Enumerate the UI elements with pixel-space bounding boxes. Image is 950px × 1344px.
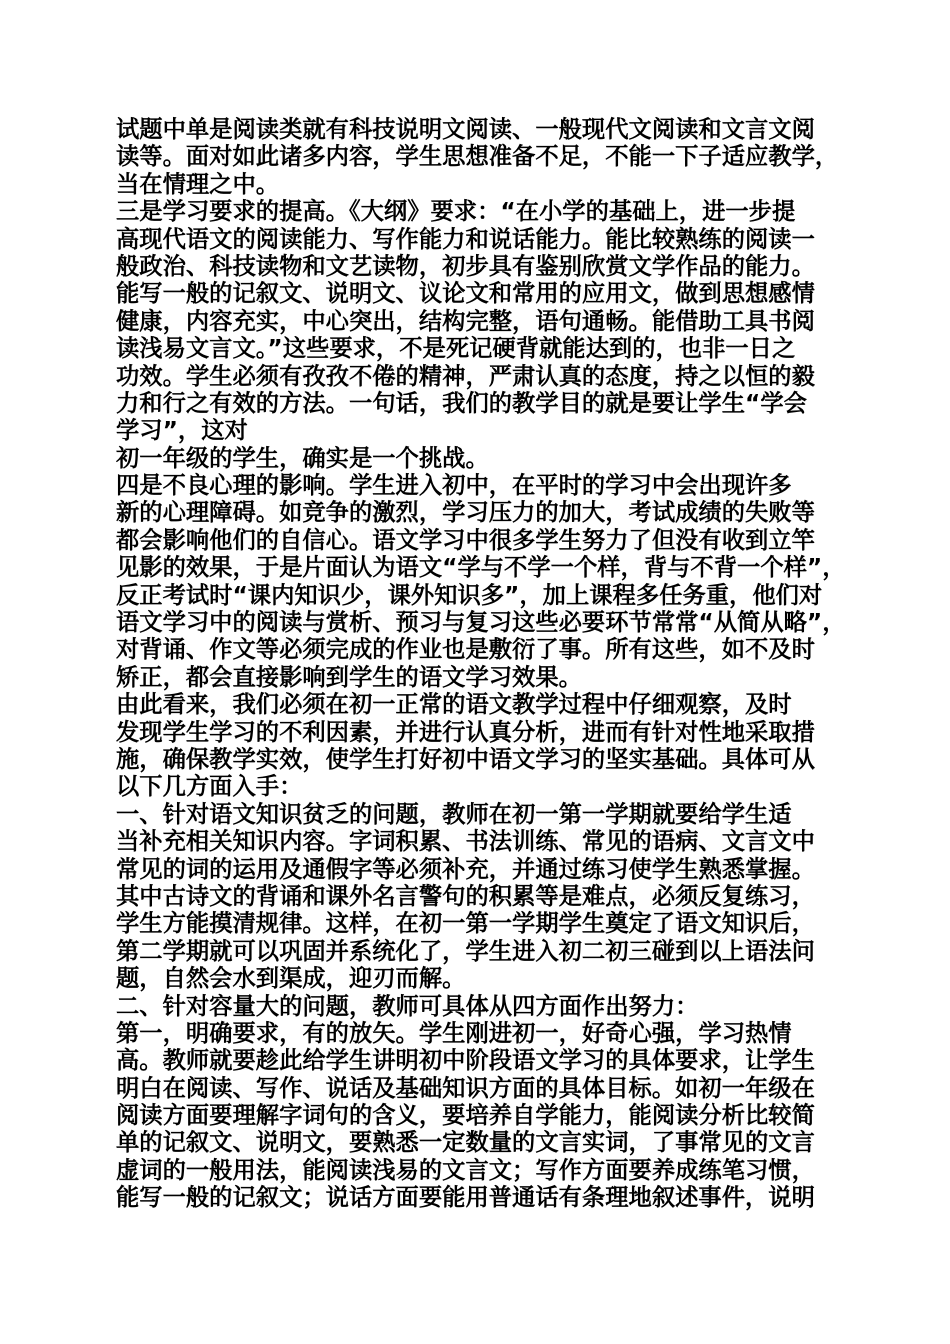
text-line: 都会影响他们的自信心。语文学习中很多学生努力了但没有收到立竿	[116, 526, 815, 554]
text-line: 当在情理之中。	[116, 170, 280, 198]
text-line: 四是不良心理的影响。学生进入初中，在平时的学习中会出现许多	[116, 472, 792, 500]
text-line: 单的记叙文、说明文，要熟悉一定数量的文言实词，了事常见的文言	[116, 1129, 815, 1157]
text-line: 见影的效果，于是片面认为语文“学与不学一个样，背与不背一个样”，	[116, 554, 846, 582]
text-line: 二、针对容量大的问题，教师可具体从四方面作出努力：	[116, 992, 699, 1020]
text-line: 学习”，这对	[116, 417, 248, 445]
text-line: 能写一般的记叙文、说明文、议论文和常用的应用文，做到思想感情	[116, 280, 815, 308]
text-line: 能写一般的记叙文；说话方面要能用普通话有条理地叙述事件，说明	[116, 1184, 815, 1212]
text-line: 语文学习中的阅读与赏析、预习与复习这些必要环节常常“从简从略”，	[116, 609, 846, 637]
text-line: 题，自然会水到渠成，迎刃而解。	[116, 965, 466, 993]
text-line: 当补充相关知识内容。字词积累、书法训练、常见的语病、文言文中	[116, 828, 815, 856]
text-line: 力和行之有效的方法。一句话，我们的教学目的就是要让学生“学会	[116, 389, 807, 417]
text-line: 以下几方面入手：	[116, 773, 303, 801]
text-line: 第一，明确要求，有的放矢。学生刚进初一，好奇心强，学习热情	[116, 1019, 792, 1047]
text-line: 三是学习要求的提高。《大纲》要求：“在小学的基础上，进一步提	[116, 198, 796, 226]
text-line: 常见的词的运用及通假字等必须补充，并通过练习使学生熟悉掌握。	[116, 855, 815, 883]
text-line: 试题中单是阅读类就有科技说明文阅读、一般现代文阅读和文言文阅	[116, 116, 815, 143]
text-line: 由此看来，我们必须在初一正常的语文教学过程中仔细观察，及时	[116, 691, 792, 719]
text-line: 学生方能摸清规律。这样，在初一第一学期学生奠定了语文知识后，	[116, 910, 815, 938]
text-line: 高现代语文的阅读能力、写作能力和说话能力。能比较熟练的阅读一	[116, 225, 815, 253]
text-line: 阅读方面要理解字词句的含义，要培养自学能力，能阅读分析比较简	[116, 1102, 815, 1130]
text-line: 般政治、科技读物和文艺读物，初步具有鉴别欣赏文学作品的能力。	[116, 252, 815, 280]
text-line: 矫正，都会直接影响到学生的语文学习效果。	[116, 663, 582, 691]
body-text	[116, 116, 846, 1212]
text-line: 施，确保教学实效，使学生打好初中语文学习的坚实基础。具体可从	[116, 745, 815, 773]
text-line: 读浅易文言文。”这些要求，不是死记硬背就能达到的，也非一日之	[116, 335, 796, 363]
text-line: 明白在阅读、写作、说话及基础知识方面的具体目标。如初一年级在	[116, 1074, 815, 1102]
text-line: 读等。面对如此诸多内容，学生思想准备不足，不能一下子适应教学，	[116, 143, 839, 171]
text-line: 其中古诗文的背诵和课外名言警句的积累等是难点，必须反复练习，	[116, 882, 815, 910]
text-line: 发现学生学习的不利因素，并进行认真分析，进而有针对性地采取措	[116, 718, 815, 746]
text-line: 反正考试时“课内知识少，课外知识多”，加上课程多任务重，他们对	[116, 581, 823, 609]
text-line: 新的心理障碍。如竞争的激烈，学习压力的加大，考试成绩的失败等	[116, 499, 815, 527]
text-line: 健康，内容充实，中心突出，结构完整，语句通畅。能借助工具书阅	[116, 307, 815, 335]
text-line: 第二学期就可以巩固并系统化了，学生进入初二初三碰到以上语法问	[116, 937, 815, 965]
text-line: 高。教师就要趁此给学生讲明初中阶段语文学习的具体要求，让学生	[116, 1047, 815, 1075]
text-line: 初一年级的学生，确实是一个挑战。	[116, 444, 489, 472]
text-line: 虚词的一般用法，能阅读浅易的文言文；写作方面要养成练笔习惯，	[116, 1156, 815, 1184]
text-line: 功效。学生必须有孜孜不倦的精神，严肃认真的态度，持之以恒的毅	[116, 362, 815, 390]
text-line: 对背诵、作文等必须完成的作业也是敷衍了事。所有这些，如不及时	[116, 636, 815, 664]
text-line: 一、针对语文知识贫乏的问题，教师在初一第一学期就要给学生适	[116, 800, 792, 828]
